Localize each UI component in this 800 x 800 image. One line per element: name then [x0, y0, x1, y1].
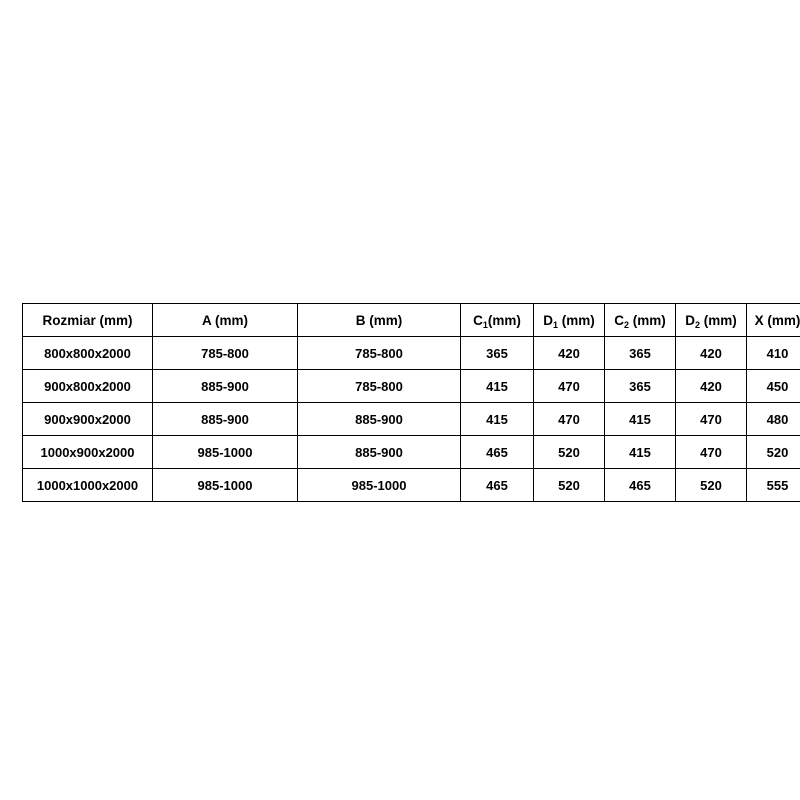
cell-c2: 415 — [605, 403, 676, 436]
table-header-row — [23, 304, 800, 337]
cell-b: 885-900 — [298, 403, 461, 436]
cell-a: 985-1000 — [153, 469, 298, 502]
column-header-size — [23, 304, 153, 337]
column-header-b — [298, 304, 461, 337]
cell-d1: 520 — [534, 436, 605, 469]
cell-c2: 365 — [605, 337, 676, 370]
cell-size: 1000x1000x2000 — [23, 469, 153, 502]
cell-size: 800x800x2000 — [23, 337, 153, 370]
cell-a: 785-800 — [153, 337, 298, 370]
cell-d2: 420 — [676, 337, 747, 370]
column-header-d2 — [676, 304, 747, 337]
cell-size: 900x900x2000 — [23, 403, 153, 436]
cell-c1: 465 — [461, 436, 534, 469]
column-header-c1-suffix: (mm) — [487, 312, 521, 328]
cell-d2: 470 — [676, 436, 747, 469]
column-header-a — [153, 304, 298, 337]
cell-c2: 415 — [605, 436, 676, 469]
cell-d2: 470 — [676, 403, 747, 436]
column-header-c2-base: C — [614, 312, 624, 328]
table-row — [23, 337, 800, 370]
column-header-c1 — [461, 304, 534, 337]
cell-c1: 365 — [461, 337, 534, 370]
cell-d1: 520 — [534, 469, 605, 502]
cell-c1: 415 — [461, 370, 534, 403]
dimensions-table — [22, 303, 800, 502]
column-header-d2-suffix: (mm) — [700, 312, 737, 328]
cell-x: 520 — [747, 436, 800, 469]
table-row — [23, 370, 800, 403]
cell-size: 1000x900x2000 — [23, 436, 153, 469]
dimensions-table-container — [22, 303, 800, 502]
cell-d2: 520 — [676, 469, 747, 502]
column-header-x — [747, 304, 800, 337]
cell-d2: 420 — [676, 370, 747, 403]
cell-c1: 465 — [461, 469, 534, 502]
cell-a: 985-1000 — [153, 436, 298, 469]
cell-a: 885-900 — [153, 403, 298, 436]
column-header-c2-suffix: (mm) — [629, 312, 666, 328]
column-header-d2-base: D — [685, 312, 695, 328]
cell-x: 480 — [747, 403, 800, 436]
column-header-b-label: B (mm) — [355, 312, 403, 328]
column-header-d2-subscript: 2 — [694, 319, 700, 330]
cell-size: 900x800x2000 — [23, 370, 153, 403]
cell-c1: 415 — [461, 403, 534, 436]
table-body — [23, 337, 800, 502]
column-header-size-label: Rozmiar (mm) — [42, 312, 133, 328]
cell-d1: 470 — [534, 370, 605, 403]
column-header-c1-subscript: 1 — [482, 319, 488, 330]
column-header-d1-subscript: 1 — [552, 319, 558, 330]
column-header-d1-base: D — [543, 312, 553, 328]
column-header-x-label: X (mm) — [754, 312, 800, 328]
cell-d1: 420 — [534, 337, 605, 370]
cell-b: 885-900 — [298, 436, 461, 469]
cell-b: 785-800 — [298, 370, 461, 403]
cell-x: 450 — [747, 370, 800, 403]
cell-c2: 465 — [605, 469, 676, 502]
column-header-d1-suffix: (mm) — [558, 312, 595, 328]
column-header-c1-base: C — [473, 312, 483, 328]
table-row — [23, 436, 800, 469]
table-row — [23, 403, 800, 436]
table-head — [23, 304, 800, 337]
cell-b: 985-1000 — [298, 469, 461, 502]
column-header-c2-subscript: 2 — [623, 319, 629, 330]
cell-x: 555 — [747, 469, 800, 502]
cell-d1: 470 — [534, 403, 605, 436]
cell-a: 885-900 — [153, 370, 298, 403]
table-row — [23, 469, 800, 502]
column-header-c2 — [605, 304, 676, 337]
cell-x: 410 — [747, 337, 800, 370]
column-header-d1 — [534, 304, 605, 337]
cell-b: 785-800 — [298, 337, 461, 370]
cell-c2: 365 — [605, 370, 676, 403]
column-header-a-label: A (mm) — [202, 312, 248, 328]
